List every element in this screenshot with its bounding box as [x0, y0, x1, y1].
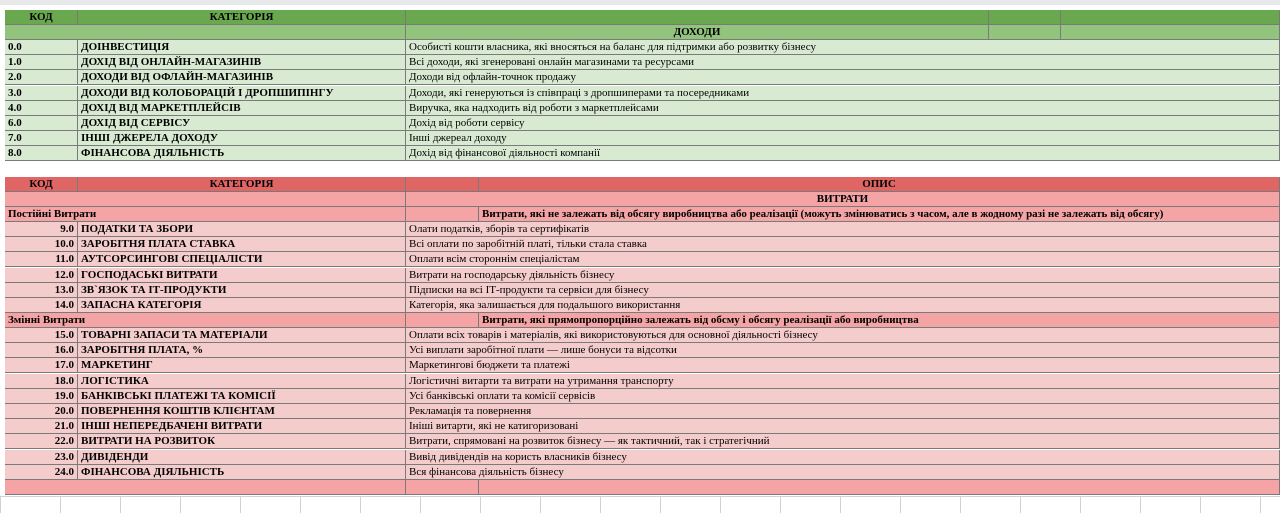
table-row — [0, 298, 1280, 313]
income-section-extra-1[interactable] — [989, 25, 1061, 40]
row-code[interactable]: 23.0 — [5, 450, 78, 465]
row-code[interactable]: 3.0 — [5, 86, 78, 101]
expenses-section-row — [0, 192, 1280, 207]
row-code[interactable]: 12.0 — [5, 268, 78, 283]
row-description[interactable]: Ініші витарти, які не катигоризовані — [406, 419, 1280, 434]
table-row — [0, 131, 1280, 146]
variable-group-row — [0, 313, 1280, 328]
expenses-header-code[interactable]: КОД — [5, 177, 78, 192]
row-description[interactable]: Витрати, спрямовані на розвиток бізнесу — як тактичний, так і стратегічний — [406, 434, 1280, 449]
row-description[interactable]: Рекламація та повернення — [406, 404, 1280, 419]
row-code[interactable]: 10.0 — [5, 237, 78, 252]
expenses-footer-row — [0, 480, 1280, 495]
table-row — [0, 389, 1280, 404]
expenses-header-desc[interactable]: ОПИС — [479, 177, 1280, 192]
table-row — [0, 222, 1280, 237]
table-row — [0, 70, 1280, 85]
row-category[interactable]: ДИВІДЕНДИ — [78, 450, 406, 465]
row-category[interactable]: ВИТРАТИ НА РОЗВИТОК — [78, 434, 406, 449]
table-row — [0, 404, 1280, 419]
table-row — [0, 434, 1280, 449]
table-row — [0, 343, 1280, 358]
row-code[interactable]: 18.0 — [5, 374, 78, 389]
row-description[interactable]: Усі виплати заробітної плати — лише бонуси та відсотки — [406, 343, 1280, 358]
row-category[interactable]: МАРКЕТИНГ — [78, 358, 406, 373]
row-description[interactable]: Вся фінансова діяльність бізнесу — [406, 465, 1280, 480]
income-header-category[interactable]: КАТЕГОРІЯ — [78, 10, 406, 25]
income-section-extra-2[interactable] — [1061, 25, 1280, 40]
row-category[interactable]: БАНКІВСЬКІ ПЛАТЕЖІ ТА КОМІСІЇ — [78, 389, 406, 404]
row-description[interactable]: Виручка, яка надходить від роботи з маркетплейсами — [406, 101, 1280, 116]
row-description[interactable]: Усі банківські оплати та комісії сервісів — [406, 389, 1280, 404]
expenses-header-blank[interactable] — [406, 177, 479, 192]
variable-group-note[interactable]: Витрати, які прямопропорційно залежать від обсму і обсягу реалізації або виробництва — [479, 313, 1280, 328]
table-row — [0, 55, 1280, 70]
table-row — [0, 116, 1280, 131]
row-category[interactable]: ПОВЕРНЕННЯ КОШТІВ КЛІЄНТАМ — [78, 404, 406, 419]
row-category[interactable]: ТОВАРНІ ЗАПАСИ ТА МАТЕРІАЛИ — [78, 328, 406, 343]
fixed-group-blank[interactable] — [406, 207, 479, 222]
row-code[interactable]: 16.0 — [5, 343, 78, 358]
row-category[interactable]: ДОХІД ВІД СЕРВІСУ — [78, 116, 406, 131]
fixed-group-note[interactable]: Витрати, які не залежать від обсягу виробництва або реалізації (можуть змінюватись з часом, але в жодному разі не залежать від обсягу) — [479, 207, 1280, 222]
expenses-header-category[interactable]: КАТЕГОРІЯ — [78, 177, 406, 192]
row-category[interactable]: ФІНАНСОВА ДІЯЛЬНІСТЬ — [78, 465, 406, 480]
row-description[interactable]: Дохід від фінансової діяльності компанії — [406, 146, 1280, 161]
row-description[interactable]: Олати податків, зборів та сертифікатів — [406, 222, 1280, 237]
income-section-row — [0, 25, 1280, 40]
table-row — [0, 101, 1280, 116]
row-description[interactable]: Інші джереал доходу — [406, 131, 1280, 146]
row-category[interactable]: ФІНАНСОВА ДІЯЛЬНІСТЬ — [78, 146, 406, 161]
row-description[interactable]: Доходи від офлайн-точнок продажу — [406, 70, 1280, 85]
table-row — [0, 237, 1280, 252]
row-category[interactable]: ЗАПАСНА КАТЕГОРІЯ — [78, 298, 406, 313]
income-header-row — [0, 10, 1280, 25]
row-category[interactable]: ДОІНВЕСТИЦІЯ — [78, 40, 406, 55]
table-row — [0, 268, 1280, 283]
row-description[interactable]: Доходи, які генеруються із співпраці з дропшиперами та посередниками — [406, 86, 1280, 101]
row-code[interactable]: 11.0 — [5, 252, 78, 267]
table-row — [0, 283, 1280, 298]
row-code[interactable]: 21.0 — [5, 419, 78, 434]
row-category[interactable]: АУТСОРСИНГОВІ СПЕЦІАЛІСТИ — [78, 252, 406, 267]
expenses-footer-mid[interactable] — [406, 480, 479, 495]
row-code[interactable]: 22.0 — [5, 434, 78, 449]
row-code[interactable]: 19.0 — [5, 389, 78, 404]
row-category[interactable]: ДОХОДИ ВІД ОФЛАЙН-МАГАЗИНІВ — [78, 70, 406, 85]
row-code[interactable]: 20.0 — [5, 404, 78, 419]
empty-cells[interactable] — [0, 496, 1280, 513]
row-category[interactable]: ЗАРОБІТНЯ ПЛАТА, % — [78, 343, 406, 358]
row-code[interactable]: 9.0 — [5, 222, 78, 237]
row-description[interactable]: Маркетингові бюджети та платежі — [406, 358, 1280, 373]
income-header-desc[interactable] — [406, 10, 989, 25]
row-category[interactable]: ДОХІД ВІД МАРКЕТПЛЕЙСІВ — [78, 101, 406, 116]
row-code[interactable]: 7.0 — [5, 131, 78, 146]
row-category[interactable]: ДОХОДИ ВІД КОЛОБОРАЦІЙ І ДРОПШИПІНГУ — [78, 86, 406, 101]
row-description[interactable]: Оплати всіх товарів і матеріалів, які використовуються для основної діяльності бізнесу — [406, 328, 1280, 343]
row-description[interactable]: Всі доходи, які згенеровані онлайн магазинами та ресурсами — [406, 55, 1280, 70]
row-description[interactable]: Дохід від роботи сервісу — [406, 116, 1280, 131]
row-code[interactable]: 2.0 — [5, 70, 78, 85]
table-row — [0, 419, 1280, 434]
row-category[interactable]: ІНШІ ДЖЕРЕЛА ДОХОДУ — [78, 131, 406, 146]
expenses-section-title[interactable]: ВИТРАТИ — [406, 192, 1280, 207]
row-code[interactable]: 14.0 — [5, 298, 78, 313]
row-code[interactable]: 1.0 — [5, 55, 78, 70]
row-category[interactable]: ДОХІД ВІД ОНЛАЙН-МАГАЗИНІВ — [78, 55, 406, 70]
table-row — [0, 252, 1280, 267]
income-section-left[interactable] — [5, 25, 406, 40]
row-code[interactable]: 0.0 — [5, 40, 78, 55]
table-row — [0, 86, 1280, 101]
row-code[interactable]: 15.0 — [5, 328, 78, 343]
expenses-section-left[interactable] — [5, 192, 406, 207]
row-category[interactable]: ЗВ`ЯЗОК ТА ІТ-ПРОДУКТИ — [78, 283, 406, 298]
table-row — [0, 40, 1280, 55]
table-row — [0, 450, 1280, 465]
variable-group-label[interactable]: Змінні Витрати — [5, 313, 406, 328]
table-row — [0, 328, 1280, 343]
row-category[interactable]: ІНШІ НЕПЕРЕДБАЧЕНІ ВИТРАТИ — [78, 419, 406, 434]
row-description[interactable]: Вивід дивідендів на користь власників бізнесу — [406, 450, 1280, 465]
table-row — [0, 358, 1280, 373]
fixed-group-label[interactable]: Постійні Витрати — [5, 207, 406, 222]
row-description[interactable]: Особисті кошти власника, які вносяться на баланс для підтримки або розвитку бізнесу — [406, 40, 1280, 55]
row-category[interactable]: ЛОГІСТИКА — [78, 374, 406, 389]
row-description[interactable]: Витрати на господарську діяльність бізнесу — [406, 268, 1280, 283]
row-code[interactable]: 24.0 — [5, 465, 78, 480]
row-category[interactable]: ЗАРОБІТНЯ ПЛАТА СТАВКА — [78, 237, 406, 252]
income-header-extra-1[interactable] — [989, 10, 1061, 25]
row-description[interactable]: Логістичні витарти та витрати на утримання транспорту — [406, 374, 1280, 389]
row-description[interactable]: Оплати всім стороннім спеціалістам — [406, 252, 1280, 267]
expenses-footer-right[interactable] — [479, 480, 1280, 495]
row-code[interactable]: 13.0 — [5, 283, 78, 298]
expenses-header-row — [0, 177, 1280, 192]
table-row — [0, 374, 1280, 389]
table-row — [0, 146, 1280, 161]
row-description[interactable]: Підписки на всі ІТ-продукти та сервіси для бізнесу — [406, 283, 1280, 298]
row-category[interactable]: ГОСПОДАСЬКІ ВИТРАТИ — [78, 268, 406, 283]
row-code[interactable]: 17.0 — [5, 358, 78, 373]
row-description[interactable]: Всі оплати по заробітній платі, тільки стала ставка — [406, 237, 1280, 252]
income-section-title[interactable]: ДОХОДИ — [406, 25, 989, 40]
income-header-extra-2[interactable] — [1061, 10, 1280, 25]
expenses-footer-left[interactable] — [5, 480, 406, 495]
fixed-group-row — [0, 207, 1280, 222]
row-category[interactable]: ПОДАТКИ ТА ЗБОРИ — [78, 222, 406, 237]
row-description[interactable]: Категорія, яка залишається для подальшого використання — [406, 298, 1280, 313]
income-header-code[interactable]: КОД — [5, 10, 78, 25]
variable-group-blank[interactable] — [406, 313, 479, 328]
row-code[interactable]: 6.0 — [5, 116, 78, 131]
row-code[interactable]: 8.0 — [5, 146, 78, 161]
table-row — [0, 465, 1280, 480]
row-code[interactable]: 4.0 — [5, 101, 78, 116]
